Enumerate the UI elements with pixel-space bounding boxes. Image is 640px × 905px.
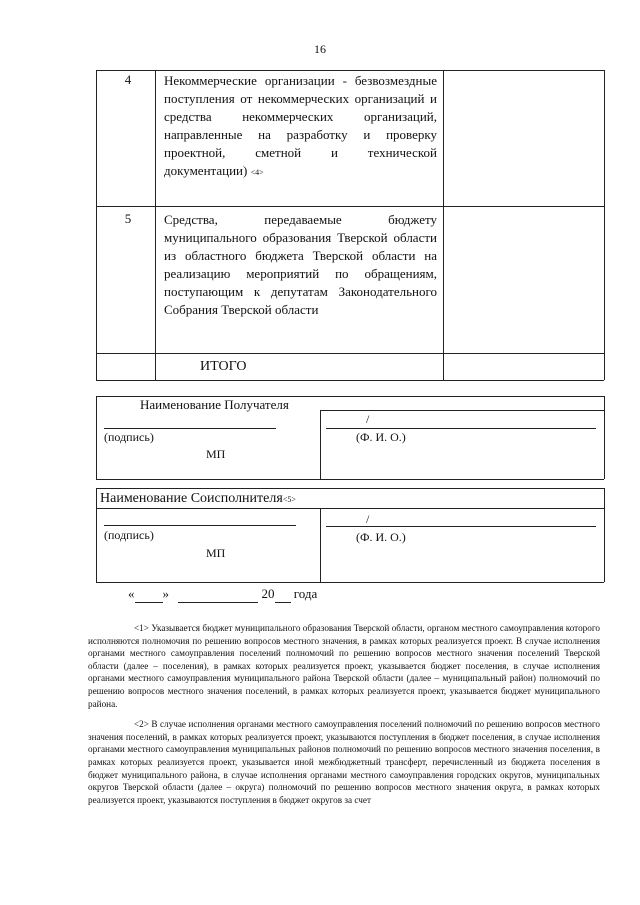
month-blank <box>178 586 258 603</box>
day-blank <box>135 586 163 603</box>
coexecutor-title <box>100 491 296 507</box>
stamp-label: МП <box>206 447 226 461</box>
footnote-1: <1> Указывается бюджет муниципального образования Тверской области, органом местного самоуправления которого исполняются полномочия по решению вопросов местного значения, в рамках которых реализуется проект. В случае исполнения органами местного самоуправления поселений полномочий по решению вопросов местного значения поселений Тверской области (далее – поселения), в рамках которых реализуется проект, указывается бюджет поселения, в случае исполнения органами местного самоуправления муниципального района Тверской области (далее – муниципальный район) полномочий по решению вопросов местного значения поселений, в рамках которых реализуется проект, указывается бюджет муниципального района. <box>88 623 600 709</box>
row-text: Средства, передаваемые бюджету муниципального образования Тверской области из областного бюджета Тверской области на реализацию мероприятий по обращениям, поступающим к депутатам Законодательного Собрания Тверской области <box>164 212 437 317</box>
block-inner-line <box>96 508 604 509</box>
block-border-top <box>96 488 604 489</box>
block-border-bottom <box>96 479 604 480</box>
footnotes <box>88 622 600 806</box>
footnote-ref: <5> <box>282 495 296 504</box>
slash: / <box>366 512 370 526</box>
table-row <box>164 72 437 182</box>
name-line <box>326 526 596 527</box>
total-label: ИТОГО <box>200 359 247 374</box>
signature-label: (подпись) <box>104 430 154 444</box>
block-border-right <box>604 488 605 582</box>
footnote-2: <2> В случае исполнения органами местного самоуправления поселений полномочий по решению вопросов местного значения поселений, в рамках которых реализуется проект, указываются поступления в бюджет поселения, в случае исполнения органами местного самоуправления муниципальных районов полномочий по решению вопросов местного значения поселения, в рамках которых реализуется проект, указывается иной межбюджетный трансферт, перечисленный из бюджета поселения в бюджет муниципального района, в случае исполнения органами местного самоуправления городских округов, муниципальных округов Тверской области (далее – округа) полномочий по решению вопросов местного значения округа, в рамках которых реализуется проект, указываются поступления в бюджет округов за счет <box>88 719 600 805</box>
block-border-bottom <box>96 582 604 583</box>
block-col-divider <box>320 410 321 479</box>
table-border-bottom <box>96 380 604 381</box>
table-border-left <box>96 70 97 380</box>
open-quote: « <box>128 586 135 601</box>
name-label: (Ф. И. О.) <box>356 530 406 544</box>
block-border-left <box>96 488 97 582</box>
name-label: (Ф. И. О.) <box>356 430 406 444</box>
year-prefix: 20 <box>261 586 275 601</box>
block-border-left <box>96 396 97 479</box>
slash: / <box>366 412 370 426</box>
footnote-ref: <4> <box>250 168 264 177</box>
stamp-label: МП <box>206 546 226 560</box>
block-inner-line <box>320 410 604 411</box>
page-number: 16 <box>314 42 326 56</box>
block-col-divider <box>320 508 321 582</box>
coexecutor-title-text: Наименование Соисполнителя <box>100 491 283 506</box>
block-border-right <box>604 396 605 479</box>
close-quote: » <box>162 586 169 601</box>
name-line <box>326 428 596 429</box>
row-text: Некоммерческие организации - безвозмездные поступления от некоммерческих организаций и средства некоммерческих организаций, направленные на разработку и проверку проектной, сметной и технической документации) <box>164 73 437 178</box>
row-number: 4 <box>124 72 132 87</box>
table-row-divider <box>96 353 604 354</box>
table-row <box>164 211 437 319</box>
year-suffix: года <box>293 586 318 601</box>
table-border-top <box>96 70 604 71</box>
signature-line <box>104 525 296 526</box>
year-blank <box>275 586 291 603</box>
date-line <box>128 586 317 603</box>
row-number: 5 <box>124 211 132 226</box>
recipient-title: Наименование Получателя <box>140 397 289 412</box>
signature-label: (подпись) <box>104 528 154 542</box>
table-border-right <box>604 70 605 380</box>
table-col-divider <box>443 70 444 380</box>
table-row-divider <box>96 206 604 207</box>
signature-line <box>104 428 276 429</box>
